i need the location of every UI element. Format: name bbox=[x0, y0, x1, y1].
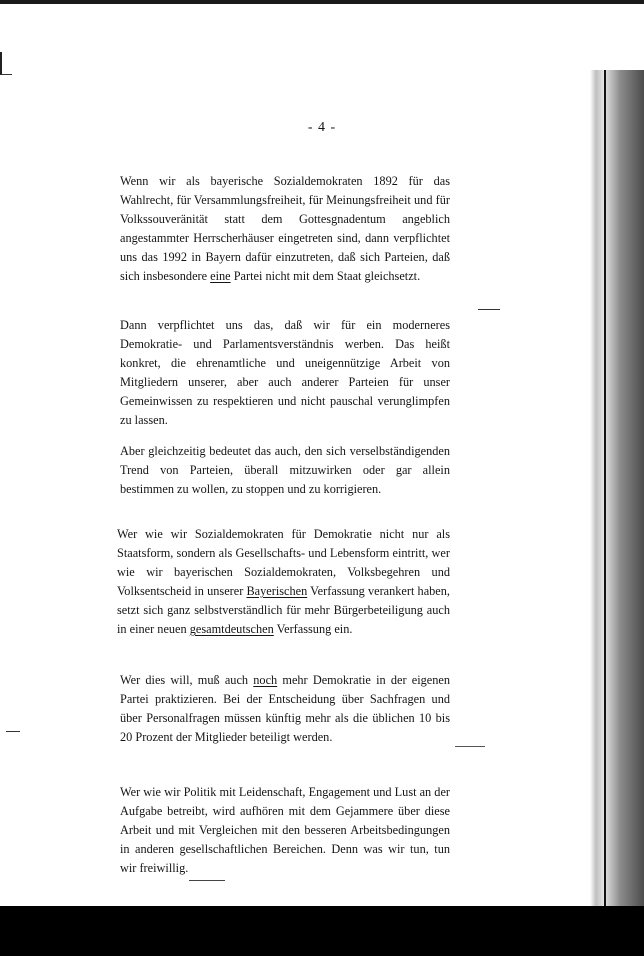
margin-mark bbox=[6, 731, 20, 732]
paragraph-4-text-mid: Verfassung verankert haben, setzt sich ganz selbstverständlich für mehr Bürgerbeteiligung auch in einer neuen bbox=[117, 584, 450, 636]
margin-mark bbox=[478, 309, 500, 310]
paragraph-6: Wer wie wir Politik mit Leidenschaft, Engagement und Lust an der Aufgabe betreibt, wird aufhören mit dem Gejammere über diese Arbeit und mit Vergleichen mit den besseren Arbeitsbedingungen in anderen gesellschaftlichen Bereichen. Denn was wir tun, tun wir freiwillig. bbox=[120, 785, 450, 875]
paragraph-3: Aber gleichzeitig bedeutet das auch, den sich verselbständigenden Trend von Parteien, überall mitzuwirken oder gar allein bestimmen zu wollen, zu stoppen und zu korrigieren. bbox=[120, 444, 450, 496]
paragraph-1-underlined: eine bbox=[210, 269, 231, 283]
margin-mark bbox=[455, 746, 485, 747]
scan-corner-mark bbox=[0, 52, 12, 75]
paragraph-2: Dann verpflichtet uns das, daß wir für ein moderneres Demokratie- und Parlamentsverständnis werben. Das heißt konkret, die ehrenamtliche und uneigennützige Arbeit von Mitgliedern unserer, aber auch anderer Parteien für unser Gemeinwissen zu respektieren und nicht pauschal verunglimpfen zu lassen. bbox=[120, 318, 450, 427]
paragraph-5-text-end: mehr Demokratie in der eigenen Partei praktizieren. Bei der Entscheidung über Sachfragen und über Personalfragen müssen künftig mehr als die üblichen 10 bis 20 Prozent der Mitglieder beteiligt werden. bbox=[120, 673, 450, 744]
underline-mark bbox=[189, 880, 225, 881]
paragraph-4 bbox=[117, 525, 450, 639]
scan-top-edge bbox=[0, 0, 644, 4]
page-number: - 4 - bbox=[307, 120, 337, 135]
paragraph-4-underlined-gesamtdeutschen: gesamtdeutschen bbox=[189, 622, 274, 636]
paragraph-5-underlined: noch bbox=[253, 673, 278, 687]
paragraph-5-text: Wer dies will, muß auch bbox=[120, 673, 254, 687]
paragraph-5 bbox=[120, 671, 450, 747]
paragraph-1-text: Wenn wir als bayerische Sozialdemokraten 1892 für das Wahlrecht, für Versammlungsfreiheit, für Meinungsfreiheit und für Volkssouveränität statt dem Gottesgnadentum angeblich angestammter Herrscherhäuser eingetreten sind, dann verpflichtet uns das 1992 in Bayern dafür einzutreten, daß sich Parteien, daß sich insbesondere bbox=[120, 174, 450, 283]
paragraph-1-text-end: Partei nicht mit dem Staat gleichsetzt. bbox=[230, 269, 421, 283]
paragraph-4-text: Wer wie wir Sozialdemokraten für Demokratie nicht nur als Staatsform, sondern als Gesellschafts- und Lebensform eintritt, wer wie wir bayerischen Sozialdemokraten, Volksbegehren und Volksentscheid in unserer bbox=[117, 527, 450, 598]
paragraph-1 bbox=[120, 172, 450, 286]
paragraph-4-text-end: Verfassung ein. bbox=[273, 622, 353, 636]
scan-right-shadow bbox=[590, 70, 644, 906]
scan-right-edge-line bbox=[604, 70, 606, 906]
paragraph-4-underlined-bayerischen: Bayerischen bbox=[246, 584, 308, 598]
scan-bottom-bar bbox=[0, 906, 644, 956]
